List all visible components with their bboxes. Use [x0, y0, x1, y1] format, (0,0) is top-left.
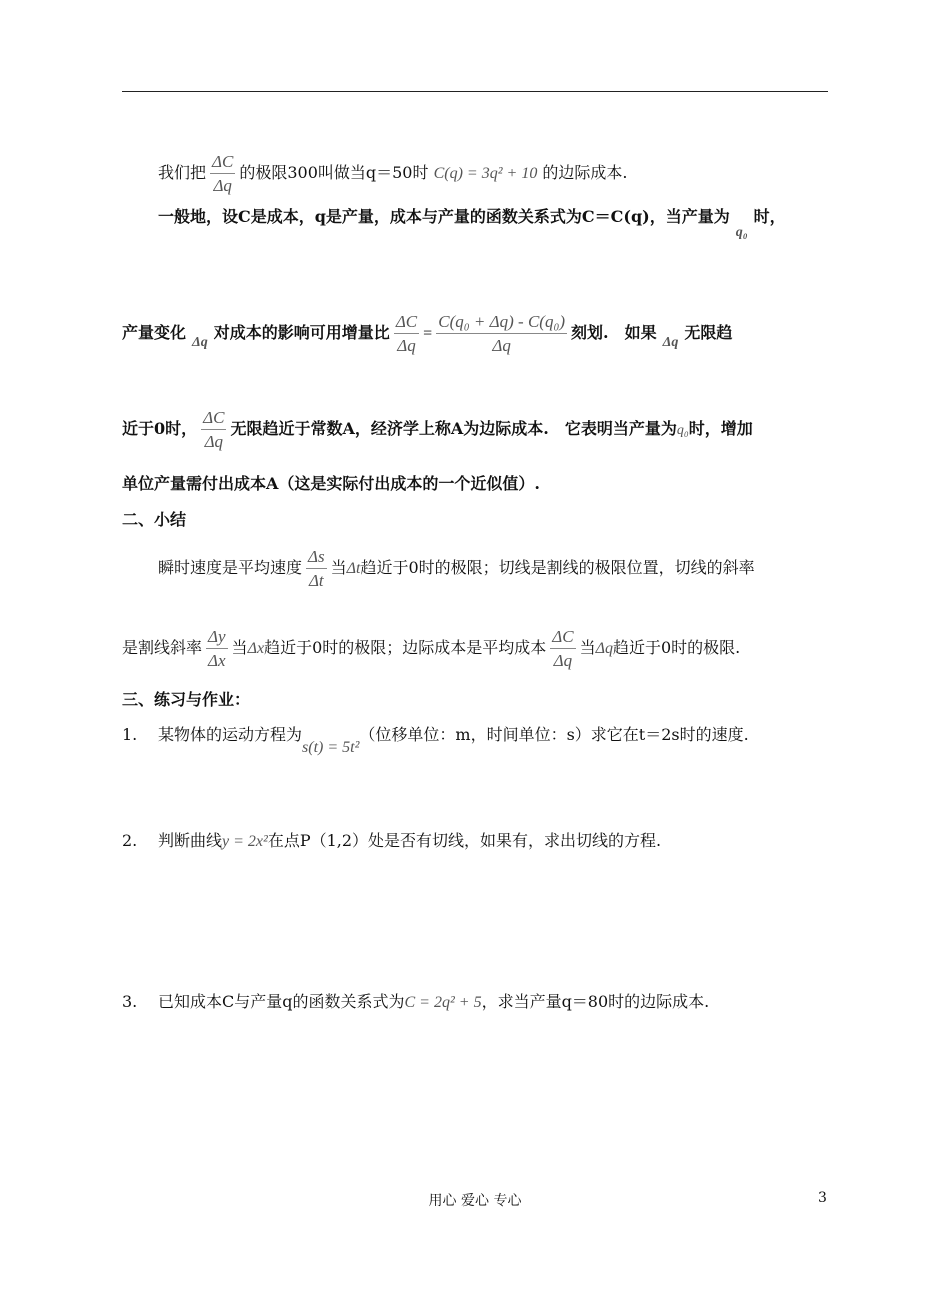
- section-title-summary: 二、小结: [122, 510, 187, 529]
- formula-cost-function: C(q) = 3q² + 10: [433, 165, 538, 182]
- paragraph-6: 瞬时速度是平均速度 $\frac{\Delta s}{\Delta t}$ 当Δt趋近于0时的极限；切线是割线的极限位置，切线的斜率: [158, 547, 755, 590]
- formula-motion: s(t) = 5t²: [302, 739, 360, 756]
- formula-cost: C = 2q² + 5: [404, 994, 482, 1011]
- paragraph-1: 我们把 $\frac{\Delta C}{\Delta q}$ 的极限300叫做当q＝50时 C(q) = 3q² + 10 的边际成本.: [158, 152, 628, 195]
- paragraph-4: 近于0时， $\frac{\Delta C}{\Delta q}$ 无限趋近于常数A，经济学上称A为边际成本. 它表明当产量为q₀时，增加: [122, 408, 753, 451]
- delta-t-symbol: Δt: [346, 560, 361, 577]
- fraction-dc-dq: $\frac{\Delta C}{\Delta q}$: [212, 152, 234, 195]
- section-title-exercises: 三、练习与作业：: [122, 690, 251, 709]
- paragraph-3: 产量变化Δq对成本的影响可用增量比 $\frac{\Delta C}{\Delta q}$ = $\frac{\text{C(q₀ + Δq) - C(q₀)}}{\Delta q}$ 刻划. 如果Δq无限趋: [122, 312, 733, 355]
- fraction-ds-dt: $\frac{\Delta s}{\Delta t}$: [308, 547, 325, 590]
- fraction-dc-dq: $\frac{\Delta C}{\Delta q}$: [552, 627, 574, 670]
- fraction-dy-dx: $\frac{\Delta y}{\Delta x}$: [208, 627, 226, 670]
- delta-x-symbol: Δx: [247, 640, 265, 657]
- fraction-dc-dq: $\frac{\Delta C}{\Delta q}$: [203, 408, 225, 451]
- q0-symbol: q₀: [735, 225, 748, 240]
- fraction-dc-dq: $\frac{\Delta C}{\Delta q}$: [395, 312, 418, 355]
- paragraph-5: 单位产量需付出成本A（这是实际付出成本的一个近似值）.: [122, 474, 540, 493]
- header-rule: [122, 91, 828, 92]
- fraction-increment-ratio: $\frac{\text{C(q₀ + Δq) - C(q₀)}}{\Delta q}$: [438, 312, 566, 355]
- delta-q-symbol: Δq: [192, 335, 208, 350]
- exercise-3: 3. 已知成本C与产量q的函数关系式为C = 2q² + 5，求当产量q＝80时的边际成本.: [122, 992, 710, 1011]
- paragraph-2: 一般地，设C是成本，q是产量，成本与产量的函数关系式为C＝C(q)，当产量为q₀时，: [158, 207, 786, 240]
- formula-curve: y = 2x²: [222, 833, 268, 850]
- footer-motto: 用心 爱心 专心: [428, 1193, 522, 1209]
- paragraph-7: 是割线斜率 $\frac{\Delta y}{\Delta x}$ 当Δx趋近于0时的极限；边际成本是平均成本 $\frac{\Delta C}{\Delta q}$ 当Δq趋近于0时的极限.: [122, 627, 741, 670]
- q0-symbol: q₀: [676, 423, 689, 438]
- delta-q-symbol: Δq: [595, 640, 613, 657]
- page-number: 3: [818, 1190, 827, 1206]
- exercise-2: 2. 判断曲线y = 2x²在点P（1,2）处是否有切线，如果有，求出切线的方程.: [122, 831, 662, 850]
- exercise-1: 1. 某物体的运动方程为s(t) = 5t²（位移单位：m，时间单位：s）求它在t＝2s时的速度.: [122, 725, 749, 756]
- delta-q-symbol: Δq: [662, 335, 679, 350]
